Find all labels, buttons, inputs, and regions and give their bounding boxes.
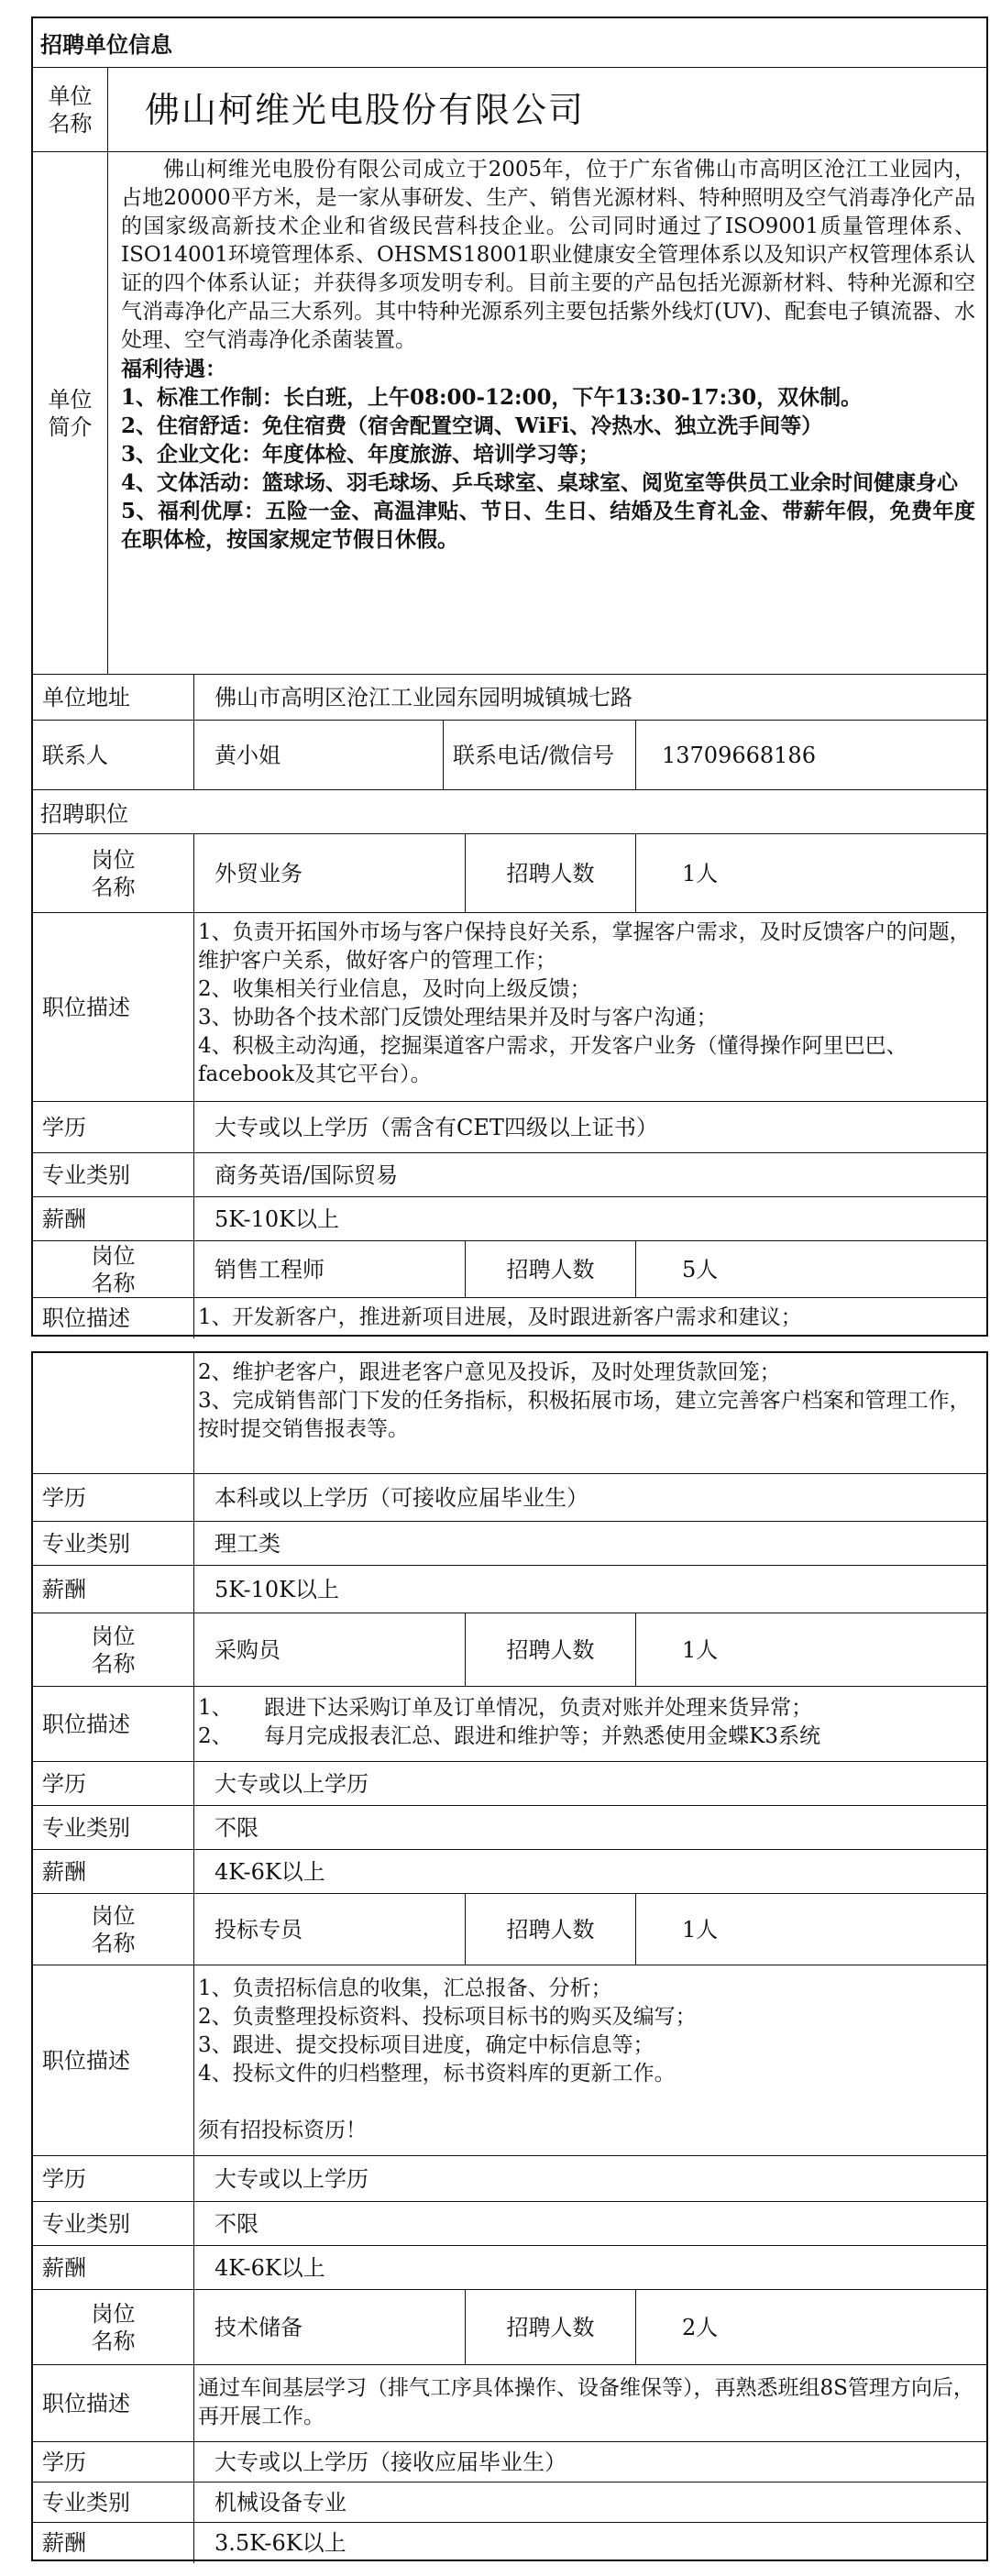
job-title-row xyxy=(33,1894,986,1965)
salary-row xyxy=(33,1197,986,1241)
count-value: 1人 xyxy=(682,860,719,886)
major-value: 理工类 xyxy=(214,1530,280,1557)
count-label: 招聘人数 xyxy=(466,834,636,912)
desc-line: 1、开发新客户，推进新项目进展，及时跟进新客户需求和建议； xyxy=(198,1305,802,1329)
welfare-item: 2、住宿舒适：免住宿费（宿舍配置空调、WiFi、冷热水、独立洗手间等） xyxy=(121,413,823,438)
salary-label: 薪酬 xyxy=(33,1566,194,1613)
desc-label: 职位描述 xyxy=(33,913,194,1101)
jobs-header: 招聘职位 xyxy=(40,801,128,827)
count-value: 1人 xyxy=(682,1916,719,1943)
major-label: 专业类别 xyxy=(33,1806,194,1849)
welfare-item: 5、福利优厚：五险一金、高温津贴、节日、生日、结婚及生育礼金、带薪年假，免费年度在职体检，按国家规定节假日休假。 xyxy=(121,499,975,552)
salary-row xyxy=(33,2246,986,2290)
section-header-row xyxy=(33,18,986,68)
address-label: 单位地址 xyxy=(33,675,194,720)
count-label: 招聘人数 xyxy=(466,2290,636,2364)
edu-row xyxy=(33,1102,986,1153)
edu-value: 大专或以上学历 xyxy=(214,2165,368,2192)
edu-label: 学历 xyxy=(33,2442,194,2482)
desc-body xyxy=(194,1298,986,1338)
company-intro-text: 佛山柯维光电股份有限公司成立于2005年，位于广东省佛山市高明区沧江工业园内，占地20000平方米，是一家从事研发、生产、销售光源材料、特种照明及空气消毒净化产品的国家级高新技术企业和省级民营科技企业。公司同时通过了ISO9001质量管理体系、ISO14001环境管理体系、OHSMS18001职业健康安全管理体系以及知识产权管理体系认证的四个体系认证；并获得多项发明专利。目前主要的产品包括光源新材料、特种光源和空气消毒净化产品三大系列。其中特种光源系列主要包括紫外线灯(UV)、配套电子镇流器、水处理、空气消毒净化杀菌装置。 xyxy=(121,158,975,352)
salary-label: 薪酬 xyxy=(33,2246,194,2289)
contact-value: 黄小姐 xyxy=(194,721,444,789)
address-row xyxy=(33,675,986,721)
contact-row xyxy=(33,721,986,790)
address-value: 佛山市高明区沧江工业园东园明城镇城七路 xyxy=(214,684,632,710)
position-name: 销售工程师 xyxy=(194,1241,466,1297)
desc-body xyxy=(194,1687,986,1761)
desc-line: 通过车间基层学习（排气工序具体操作、设备维保等），再熟悉班组8S管理方向后，再开展工作。 xyxy=(198,2376,974,2428)
desc-line: 1、负责招标信息的收集，汇总报备、分析； xyxy=(198,1976,612,2000)
desc-line: 1、 跟进下达采购订单及订单情况，负责对账并处理来货异常； xyxy=(198,1696,813,1720)
company-intro-row xyxy=(33,152,986,675)
edu-label: 学历 xyxy=(33,1474,194,1521)
desc-gap xyxy=(198,2088,977,2117)
desc-line: 3、跟进、提交投标项目进度，确定中标信息等； xyxy=(198,2033,654,2057)
desc-line: 1、负责开拓国外市场与客户保持良好关系，掌握客户需求，及时反馈客户的问题，维护客户关系，做好客户的管理工作； xyxy=(198,920,971,973)
position-label: 岗位 名称 xyxy=(33,2290,194,2364)
job-desc-row xyxy=(33,1353,986,1474)
desc-label: 职位描述 xyxy=(33,1965,194,2155)
edu-value: 大专或以上学历（需含有CET四级以上证书） xyxy=(214,1114,658,1140)
job-title-row xyxy=(33,1613,986,1687)
desc-body xyxy=(194,2365,986,2441)
major-label: 专业类别 xyxy=(33,2482,194,2522)
desc-body xyxy=(194,1965,986,2155)
major-row xyxy=(33,2482,986,2523)
salary-label: 薪酬 xyxy=(33,1197,194,1240)
company-name-row xyxy=(33,68,986,152)
edu-value: 大专或以上学历 xyxy=(214,1770,368,1797)
desc-line: 3、完成销售部门下发的任务指标，积极拓展市场，建立完善客户档案和管理工作，按时提交销售报表等。 xyxy=(198,1389,971,1441)
salary-label: 薪酬 xyxy=(33,1850,194,1893)
major-value: 不限 xyxy=(214,2210,258,2237)
position-label: 岗位 名称 xyxy=(33,1613,194,1686)
major-value: 机械设备专业 xyxy=(214,2489,346,2515)
position-label: 岗位 名称 xyxy=(33,1894,194,1965)
job-desc-row xyxy=(33,1687,986,1762)
count-label: 招聘人数 xyxy=(466,1613,636,1686)
salary-row xyxy=(33,1850,986,1894)
desc-line: 2、收集相关行业信息，及时向上级反馈； xyxy=(198,977,591,1001)
salary-value: 5K-10K以上 xyxy=(214,1205,340,1232)
salary-value: 4K-6K以上 xyxy=(214,1858,325,1885)
desc-line: 4、投标文件的归档整理，标书资料库的更新工作。 xyxy=(198,2062,676,2086)
position-label: 岗位 名称 xyxy=(33,1241,194,1297)
company-name-label: 单位 名称 xyxy=(33,68,108,151)
salary-label: 薪酬 xyxy=(33,2523,194,2563)
job-desc-row xyxy=(33,1965,986,2156)
edu-row xyxy=(33,2442,986,2482)
welfare-item: 3、企业文化：年度体检、年度旅游、培训学习等； xyxy=(121,442,600,467)
position-name: 技术储备 xyxy=(194,2290,466,2364)
major-row xyxy=(33,1806,986,1850)
job-title-row xyxy=(33,834,986,913)
desc-label-empty xyxy=(33,1353,194,1473)
salary-row xyxy=(33,2523,986,2563)
major-row xyxy=(33,1153,986,1197)
major-label: 专业类别 xyxy=(33,1153,194,1196)
position-name: 采购员 xyxy=(194,1613,466,1686)
edu-row xyxy=(33,2156,986,2202)
position-name: 投标专员 xyxy=(194,1894,466,1965)
phone-label: 联系电话/微信号 xyxy=(444,721,636,789)
edu-label: 学历 xyxy=(33,1102,194,1152)
desc-line: 2、负责整理投标资料、投标项目标书的购买及编写； xyxy=(198,2005,697,2029)
job-desc-row xyxy=(33,913,986,1102)
edu-value: 大专或以上学历（接收应届毕业生） xyxy=(214,2449,566,2475)
salary-row xyxy=(33,1566,986,1613)
count-value: 5人 xyxy=(682,1256,719,1282)
edu-value: 本科或以上学历（可接收应届毕业生） xyxy=(214,1484,588,1511)
salary-value: 4K-6K以上 xyxy=(214,2254,325,2281)
welfare-item: 4、文体活动：篮球场、羽毛球场、乒乓球室、桌球室、阅览室等供员工业余时间健康身心 xyxy=(121,470,959,495)
welfare-title: 福利待遇： xyxy=(121,357,226,381)
desc-label: 职位描述 xyxy=(33,2365,194,2441)
edu-label: 学历 xyxy=(33,2156,194,2201)
major-label: 专业类别 xyxy=(33,2202,194,2245)
job-desc-row xyxy=(33,2365,986,2442)
position-label: 岗位 名称 xyxy=(33,834,194,912)
job-desc-row xyxy=(33,1298,986,1338)
count-value: 1人 xyxy=(682,1636,719,1663)
jobs-header-row xyxy=(33,790,986,834)
count-value: 2人 xyxy=(682,2314,719,2340)
company-intro-body xyxy=(108,152,986,674)
major-value: 商务英语/国际贸易 xyxy=(214,1161,399,1188)
count-label: 招聘人数 xyxy=(466,1241,636,1297)
desc-label: 职位描述 xyxy=(33,1298,194,1338)
major-value: 不限 xyxy=(214,1814,258,1841)
job-title-row xyxy=(33,2290,986,2365)
salary-value: 3.5K-6K以上 xyxy=(214,2530,346,2556)
major-row xyxy=(33,1522,986,1566)
desc-line: 2、 每月完成报表汇总、跟进和维护等；并熟悉使用金蝶K3系统 xyxy=(198,1724,820,1748)
major-row xyxy=(33,2202,986,2246)
count-label: 招聘人数 xyxy=(466,1894,636,1965)
desc-line: 3、协助各个技术部门反馈处理结果并及时与客户沟通； xyxy=(198,1006,718,1029)
salary-value: 5K-10K以上 xyxy=(214,1576,340,1602)
section-title: 招聘单位信息 xyxy=(40,31,172,58)
phone-value: 13709668186 xyxy=(662,742,816,768)
welfare-item: 1、标准工作制：长白班，上午08:00-12:00，下午13:30-17:30，双休制。 xyxy=(121,385,863,410)
desc-body xyxy=(194,1353,986,1473)
company-name: 佛山柯维光电股份有限公司 xyxy=(145,89,586,130)
position-name: 外贸业务 xyxy=(194,834,466,912)
jobs-table-continued xyxy=(31,1351,988,2561)
desc-body xyxy=(194,913,986,1101)
job-title-row xyxy=(33,1241,986,1298)
desc-label: 职位描述 xyxy=(33,1687,194,1761)
company-intro-label: 单位 简介 xyxy=(33,152,108,674)
contact-label: 联系人 xyxy=(33,721,194,789)
edu-row xyxy=(33,1762,986,1806)
desc-line: 4、积极主动沟通，挖掘渠道客户需求，开发客户业务（懂得操作阿里巴巴、facebook及其它平台）。 xyxy=(198,1034,908,1086)
desc-line: 2、维护老客户，跟进老客户意见及投诉，及时处理货款回笼； xyxy=(198,1360,781,1384)
company-info-table xyxy=(31,17,988,1337)
edu-label: 学历 xyxy=(33,1762,194,1805)
major-label: 专业类别 xyxy=(33,1522,194,1565)
desc-note: 须有招投标资历！ xyxy=(198,2119,367,2142)
edu-row xyxy=(33,1474,986,1522)
